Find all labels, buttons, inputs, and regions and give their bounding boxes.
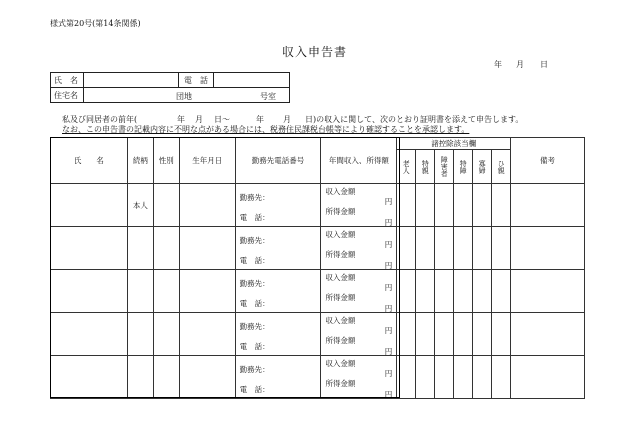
deduction-checkbox-cell[interactable] (473, 356, 492, 399)
earned-yen-label: 円 (384, 347, 393, 356)
income-cell[interactable] (321, 227, 397, 270)
deduction-checkbox-cell[interactable] (454, 313, 473, 356)
birthdate-cell[interactable] (179, 313, 235, 356)
deduction-checkbox-cell[interactable] (416, 270, 435, 313)
header-deductions: 諸控除該当欄 (397, 138, 511, 150)
workplace-cell[interactable] (235, 356, 321, 399)
deduction-checkbox-cell[interactable] (454, 270, 473, 313)
relation-cell[interactable] (127, 356, 153, 399)
applicant-info-table (50, 72, 290, 103)
earned-yen-label: 円 (384, 218, 393, 227)
date-year-label: 年 (494, 60, 502, 69)
table-row (51, 227, 585, 270)
earned-amount-label: 所得金額 (325, 336, 356, 345)
declaration-line-1 (62, 116, 137, 124)
deduction-checkbox-cell[interactable] (435, 313, 454, 356)
member-name-cell[interactable] (51, 313, 128, 356)
period-start-year: 年 (177, 115, 185, 124)
deduction-checkbox-cell[interactable] (416, 227, 435, 270)
remarks-cell[interactable] (511, 184, 585, 227)
income-yen-label: 円 (384, 240, 393, 249)
deduction-checkbox-cell[interactable] (473, 313, 492, 356)
period-start-day: 日〜 (214, 115, 230, 124)
income-amount-label: 収入金額 (325, 230, 356, 239)
phone-label: 電 話： (239, 342, 270, 351)
income-cell[interactable] (321, 313, 397, 356)
phone-label: 電 話： (239, 256, 270, 265)
earned-yen-label: 円 (384, 304, 393, 313)
header-workplace: 勤務先電話番号 (235, 138, 321, 184)
header-remarks: 備考 (511, 138, 585, 184)
workplace-cell[interactable] (235, 313, 321, 356)
workplace-cell[interactable] (235, 227, 321, 270)
header-income: 年間収入、所得額 (321, 138, 397, 184)
header-birthdate: 生年月日 (179, 138, 235, 184)
birthdate-cell[interactable] (179, 356, 235, 399)
phone-label: 電 話 (179, 73, 214, 88)
earned-yen-label: 円 (384, 390, 393, 399)
workplace-label: 勤務先： (239, 236, 270, 245)
table-row (51, 270, 585, 313)
deduction-checkbox-cell[interactable] (397, 227, 416, 270)
workplace-cell[interactable] (235, 184, 321, 227)
room-label: 号室 (260, 92, 276, 101)
deduction-checkbox-cell[interactable] (416, 356, 435, 399)
deduction-checkbox-cell[interactable] (435, 356, 454, 399)
earned-amount-label: 所得金額 (325, 207, 356, 216)
deduction-checkbox-cell[interactable] (492, 313, 511, 356)
header-deduction-special-disabled: 特障 (454, 150, 473, 184)
birthdate-cell[interactable] (179, 270, 235, 313)
deduction-checkbox-cell[interactable] (492, 227, 511, 270)
address-label: 住宅名 (51, 88, 84, 103)
income-yen-label: 円 (384, 197, 393, 206)
income-amount-label: 収入金額 (325, 187, 356, 196)
workplace-label: 勤務先： (239, 279, 270, 288)
relation-cell[interactable] (127, 313, 153, 356)
header-deduction-widow: 寡婦 (473, 150, 492, 184)
deduction-checkbox-cell[interactable] (454, 227, 473, 270)
earned-amount-label: 所得金額 (325, 250, 356, 259)
income-yen-label: 円 (384, 369, 393, 378)
income-amount-label: 収入金額 (325, 273, 356, 282)
table-row (51, 313, 585, 356)
deduction-checkbox-cell[interactable] (416, 184, 435, 227)
header-deduction-special-relative: 特親 (416, 150, 435, 184)
deduction-checkbox-cell[interactable] (435, 227, 454, 270)
deduction-checkbox-cell[interactable] (473, 270, 492, 313)
declaration-text-a: 私及び同居者の前年( (62, 115, 138, 124)
deduction-checkbox-cell[interactable] (454, 356, 473, 399)
address-field[interactable] (84, 88, 290, 103)
member-name-cell[interactable] (51, 270, 128, 313)
income-amount-label: 収入金額 (325, 316, 356, 325)
workplace-label: 勤務先： (239, 322, 270, 331)
sex-cell[interactable] (153, 270, 179, 313)
sex-cell[interactable] (153, 184, 179, 227)
birthdate-cell[interactable] (179, 184, 235, 227)
page-title: 収入申告書 (282, 45, 348, 59)
deduction-checkbox-cell[interactable] (492, 270, 511, 313)
sex-cell[interactable] (153, 227, 179, 270)
header-name: 氏 名 (51, 138, 128, 184)
period-end-month: 月 (283, 115, 291, 124)
deduction-checkbox-cell[interactable] (397, 356, 416, 399)
phone-label: 電 話： (239, 299, 270, 308)
sex-cell[interactable] (153, 313, 179, 356)
income-cell[interactable] (321, 356, 397, 399)
phone-label: 電 話： (239, 385, 270, 394)
name-label: 氏 名 (51, 73, 84, 88)
sex-cell[interactable] (153, 356, 179, 399)
workplace-label: 勤務先： (239, 365, 270, 374)
earned-yen-label: 円 (384, 261, 393, 270)
header-sex: 性別 (153, 138, 179, 184)
table-row (51, 184, 585, 227)
remarks-cell[interactable] (511, 270, 585, 313)
income-yen-label: 円 (384, 326, 393, 335)
date-month-label: 月 (516, 60, 524, 69)
date-day-label: 日 (540, 60, 548, 69)
period-start-month: 月 (195, 115, 203, 124)
deduction-checkbox-cell[interactable] (492, 356, 511, 399)
period-end-year: 年 (256, 115, 264, 124)
table-row (51, 356, 585, 399)
member-name-cell[interactable] (51, 356, 128, 399)
income-amount-label: 収入金額 (325, 359, 356, 368)
header-deduction-elderly: 老人 (397, 150, 416, 184)
deduction-checkbox-cell[interactable] (397, 184, 416, 227)
deduction-checkbox-cell[interactable] (416, 313, 435, 356)
period-end-day-text: 日)の収入に関して、次のとおり証明書を添えて申告します。 (305, 115, 524, 124)
income-yen-label: 円 (384, 283, 393, 292)
income-cell[interactable] (321, 270, 397, 313)
income-cell[interactable] (321, 184, 397, 227)
deduction-checkbox-cell[interactable] (492, 184, 511, 227)
form-number: 様式第20号(第14条関係) (50, 19, 141, 28)
relation-cell[interactable] (127, 270, 153, 313)
deduction-checkbox-cell[interactable] (473, 227, 492, 270)
relation-self: 本人 (132, 200, 148, 210)
remarks-cell[interactable] (511, 227, 585, 270)
deduction-checkbox-cell[interactable] (397, 313, 416, 356)
relation-cell[interactable] (127, 227, 153, 270)
workplace-label: 勤務先： (239, 193, 270, 202)
deduction-checkbox-cell[interactable] (473, 184, 492, 227)
header-deduction-disabled: 障害者 (435, 150, 454, 184)
birthdate-cell[interactable] (179, 227, 235, 270)
workplace-cell[interactable] (235, 270, 321, 313)
deduction-checkbox-cell[interactable] (435, 270, 454, 313)
remarks-cell[interactable] (511, 313, 585, 356)
name-field[interactable] (84, 73, 179, 88)
income-declaration-table (50, 137, 585, 399)
member-name-cell[interactable] (51, 227, 128, 270)
relation-cell[interactable] (127, 184, 153, 227)
deduction-checkbox-cell[interactable] (397, 270, 416, 313)
phone-field[interactable] (214, 73, 290, 88)
remarks-cell[interactable] (511, 356, 585, 399)
deduction-checkbox-cell[interactable] (435, 184, 454, 227)
earned-amount-label: 所得金額 (325, 293, 356, 302)
header-deduction-single-parent: ひ親 (492, 150, 511, 184)
complex-label: 団地 (176, 92, 192, 101)
declaration-line-2: なお、この申告書の記載内容に不明な点がある場合には、税務住民課税台帳等により確認することを承認します。 (62, 125, 470, 134)
header-relation: 続柄 (127, 138, 153, 184)
earned-amount-label: 所得金額 (325, 379, 356, 388)
member-name-cell[interactable] (51, 184, 128, 227)
phone-label: 電 話： (239, 213, 270, 222)
deduction-checkbox-cell[interactable] (454, 184, 473, 227)
